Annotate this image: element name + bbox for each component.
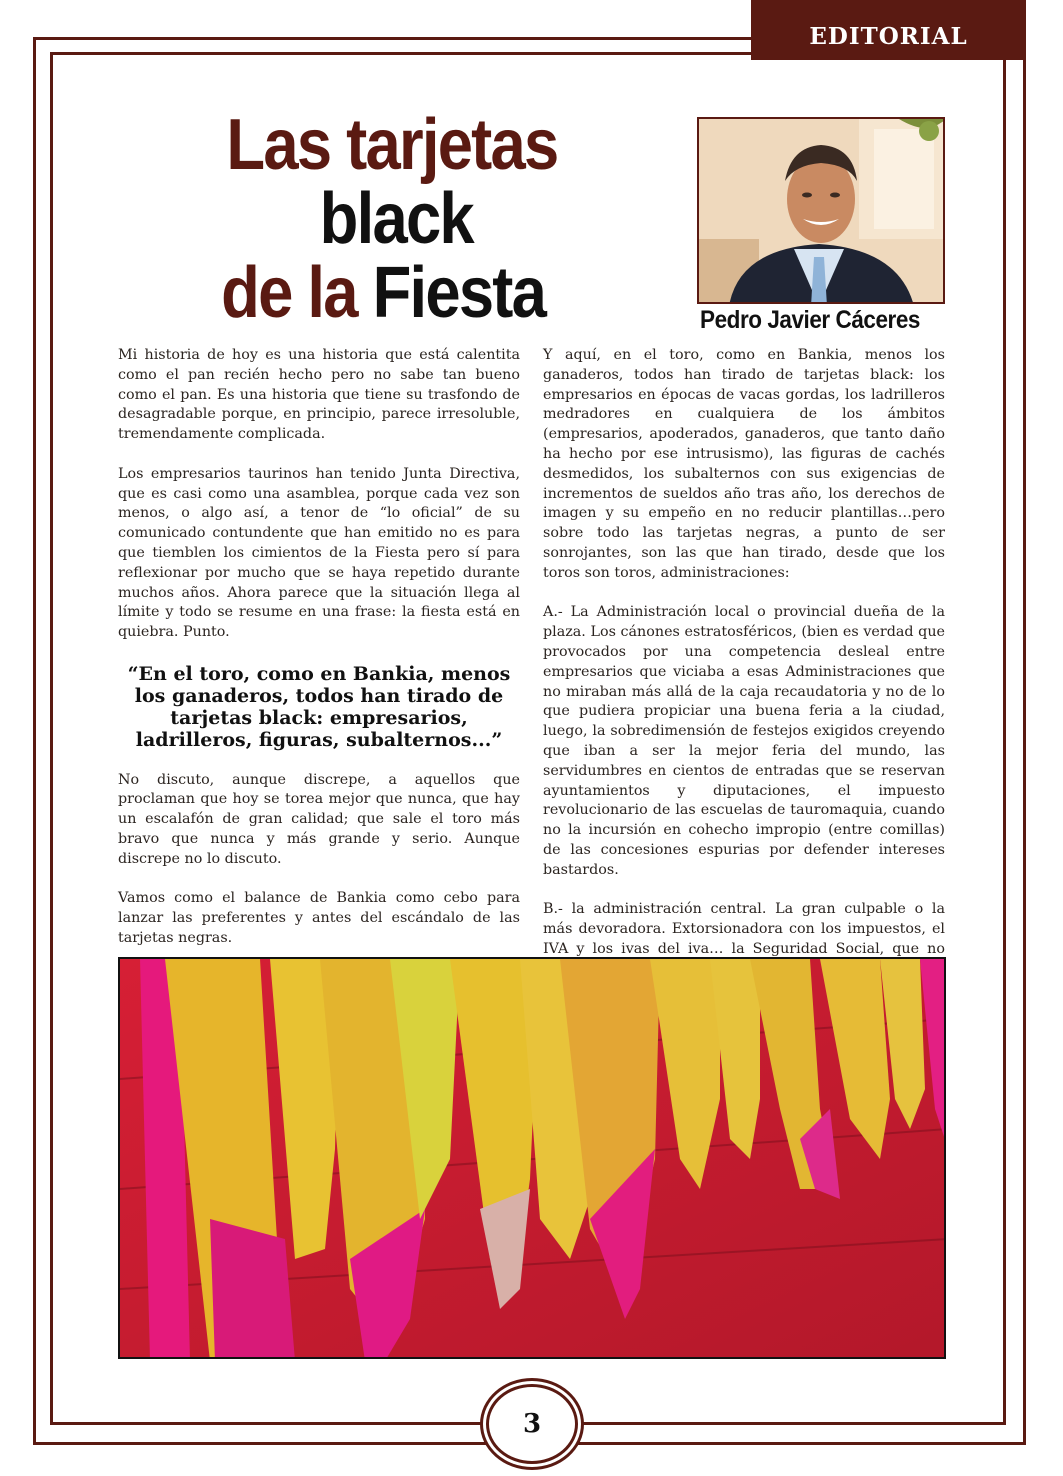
headline-line-3-a: de la: [221, 253, 357, 333]
headline-line-2: black: [319, 179, 473, 259]
headline-line-3-b: Fiesta: [372, 253, 546, 333]
paragraph: Vamos como el balance de Bankia como cebo para lanzar las preferentes y antes del escándalo de las tarjetas negras.: [118, 890, 520, 946]
paragraph: No discuto, aunque discrepe, a aquellos que proclaman que hoy se torea mejor que nunca, que hay un escalafón de gran calidad; que sale el toro más bravo que nunca y más grande y serio. Aunque discrepe no lo discuto.: [118, 771, 520, 867]
paragraph: Mi historia de hoy es una historia que está calentita como el pan recién hecho pero no sabe tan bueno como el pan. Es una historia que tiene su trasfondo de desagradable porque, en principio, parece irresoluble, tremendamente complicada.: [118, 347, 520, 443]
page-number-badge: [486, 1384, 578, 1464]
author-photo: [697, 117, 945, 304]
pull-quote: “En el toro, como en Bankia, menos los ganaderos, todos han tirado de tarjetas black: empresarios, ladrilleros, figuras, subalternos...”: [127, 662, 511, 751]
author-name: Pedro Javier Cáceres: [700, 306, 920, 334]
paragraph: Los empresarios taurinos han tenido Junta Directiva, que es casi como una asamblea, porque cada vez son menos, o algo así, a tenor de “lo oficial” de su comunicado contundente que han emitido no es para que tiemblen los cimientos de la Fiesta pero sí para reflexionar por mucho que se haya repetido durante muchos años. Ahora parece que la situación llega al límite y todo se resume en una frase: la fiesta está en quiebra. Punto.: [118, 465, 520, 641]
headline: [200, 105, 570, 333]
bullfighting-capes-photo: [118, 957, 946, 1359]
section-label: EDITORIAL: [751, 0, 1026, 60]
article-column-right: [543, 346, 945, 1019]
capes-image: [120, 959, 946, 1359]
headline-line-1: Las tarjetas: [226, 105, 558, 185]
paragraph: B.- la administración central. La gran culpable o la más devoradora. Extorsionadora con los impuestos, el IVA y los ivas del iva… la Seguridad Social, que no: [543, 901, 945, 957]
headline-line-3: [200, 253, 570, 333]
article-column-left: [118, 346, 520, 969]
paragraph: A.- La Administración local o provincial dueña de la plaza. Los cánones estratosféricos, (bien es verdad que provocados por una competencia desleal entre empresarios que viciaba a esas Administraciones que no miraban más allá de la caja recaudatoria y no de lo que pudiera propiciar una buena feria a la ciudad, luego, la sobredimensión de festejos exigidos creyendo que iban a ser la mejor feria del mundo, las servidumbres en cientos de entradas que se reservan ayuntamientos y diputaciones, el impuesto revolucionario de las escuelas de tauromaquia, cuando no la incursión en cohecho impropio (entre comillas) de las concesiones espurias por defender intereses bastardos.: [543, 604, 945, 878]
author-portrait-image: [699, 119, 945, 304]
page-number: 3: [522, 1409, 542, 1439]
paragraph: Y aquí, en el toro, como en Bankia, menos los ganaderos, todos han tirado de tarjetas black: los empresarios en épocas de vacas gordas, los ladrilleros medradores en cualquiera de los ámbitos (empresarios, apoderados, ganaderos, que tanto daño ha hecho por ese intrusismo), las figuras de cachés desmedidos, los subalternos con sus exigencias de incrementos de sueldos año tras año, los derechos de imagen y su empeño en no reducir plantillas…pero sobre todo las tarjetas negras, a punto de ser sonrojantes, son las que han tirado, desde que los toros son toros, administraciones:: [543, 347, 945, 581]
